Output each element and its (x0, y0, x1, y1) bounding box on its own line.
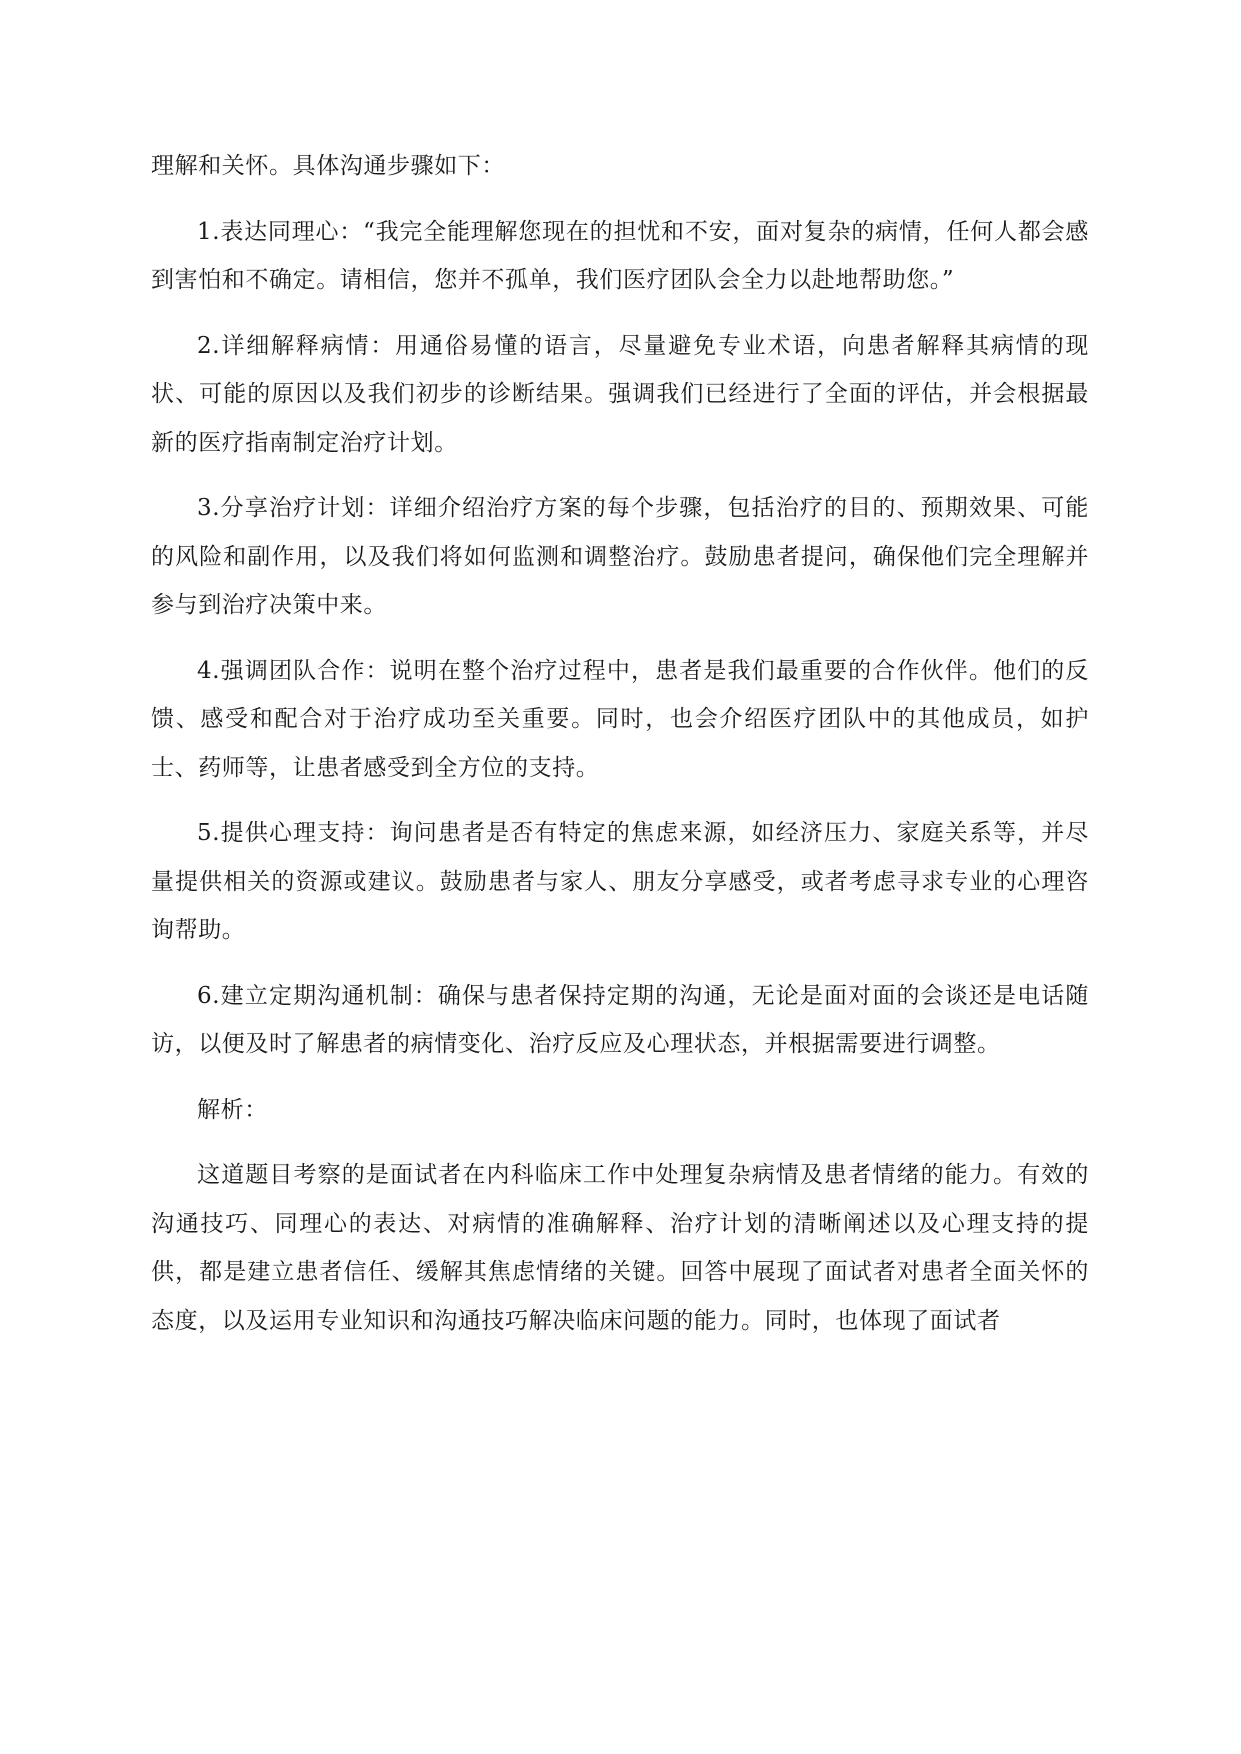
paragraph-step-6-followup: 6.建立定期沟通机制：确保与患者保持定期的沟通，无论是面对面的会谈还是电话随访，以便及时了解患者的病情变化、治疗反应及心理状态，并根据需要进行调整。 (151, 982, 1089, 1057)
paragraph-step-1-empathy: 1.表达同理心：“我完全能理解您现在的担忧和不安，面对复杂的病情，任何人都会感到害怕和不确定。请相信，您并不孤单，我们医疗团队会全力以赴地帮助您。” (151, 218, 1089, 293)
paragraph-step-2-explain: 2.详细解释病情：用通俗易懂的语言，尽量避免专业术语，向患者解释其病情的现状、可能的原因以及我们初步的诊断结果。强调我们已经进行了全面的评估，并会根据最新的医疗指南制定治疗计划。 (151, 332, 1089, 456)
paragraph-step-5-support: 5.提供心理支持：询问患者是否有特定的焦虑来源，如经济压力、家庭关系等，并尽量提供相关的资源或建议。鼓励患者与家人、朋友分享感受，或者考虑寻求专业的心理咨询帮助。 (151, 820, 1089, 943)
paragraph-step-3-plan: 3.分享治疗计划：详细介绍治疗方案的每个步骤，包括治疗的目的、预期效果、可能的风险和副作用，以及我们将如何监测和调整治疗。鼓励患者提问，确保他们完全理解并参与到治疗决策中来。 (151, 495, 1089, 618)
analysis-paragraph: 这道题目考察的是面试者在内科临床工作中处理复杂病情及患者情绪的能力。有效的沟通技巧、同理心的表达、对病情的准确解释、治疗计划的清晰阐述以及心理支持的提供，都是建立患者信任、缓解其焦虑情绪的关键。回答中展现了面试者对患者全面关怀的态度，以及运用专业知识和沟通技巧解决临床问题的能力。同时，也体现了面试者 (151, 1162, 1089, 1334)
paragraph-continuation: 理解和关怀。具体沟通步骤如下： (151, 153, 505, 179)
paragraph-step-4-team: 4.强调团队合作：说明在整个治疗过程中，患者是我们最重要的合作伙伴。他们的反馈、感受和配合对于治疗成功至关重要。同时，也会介绍医疗团队中的其他成员，如护士、药师等，让患者感受到全方位的支持。 (151, 657, 1089, 781)
document-body (151, 142, 1089, 1362)
analysis-heading: 解析： (197, 1096, 268, 1123)
